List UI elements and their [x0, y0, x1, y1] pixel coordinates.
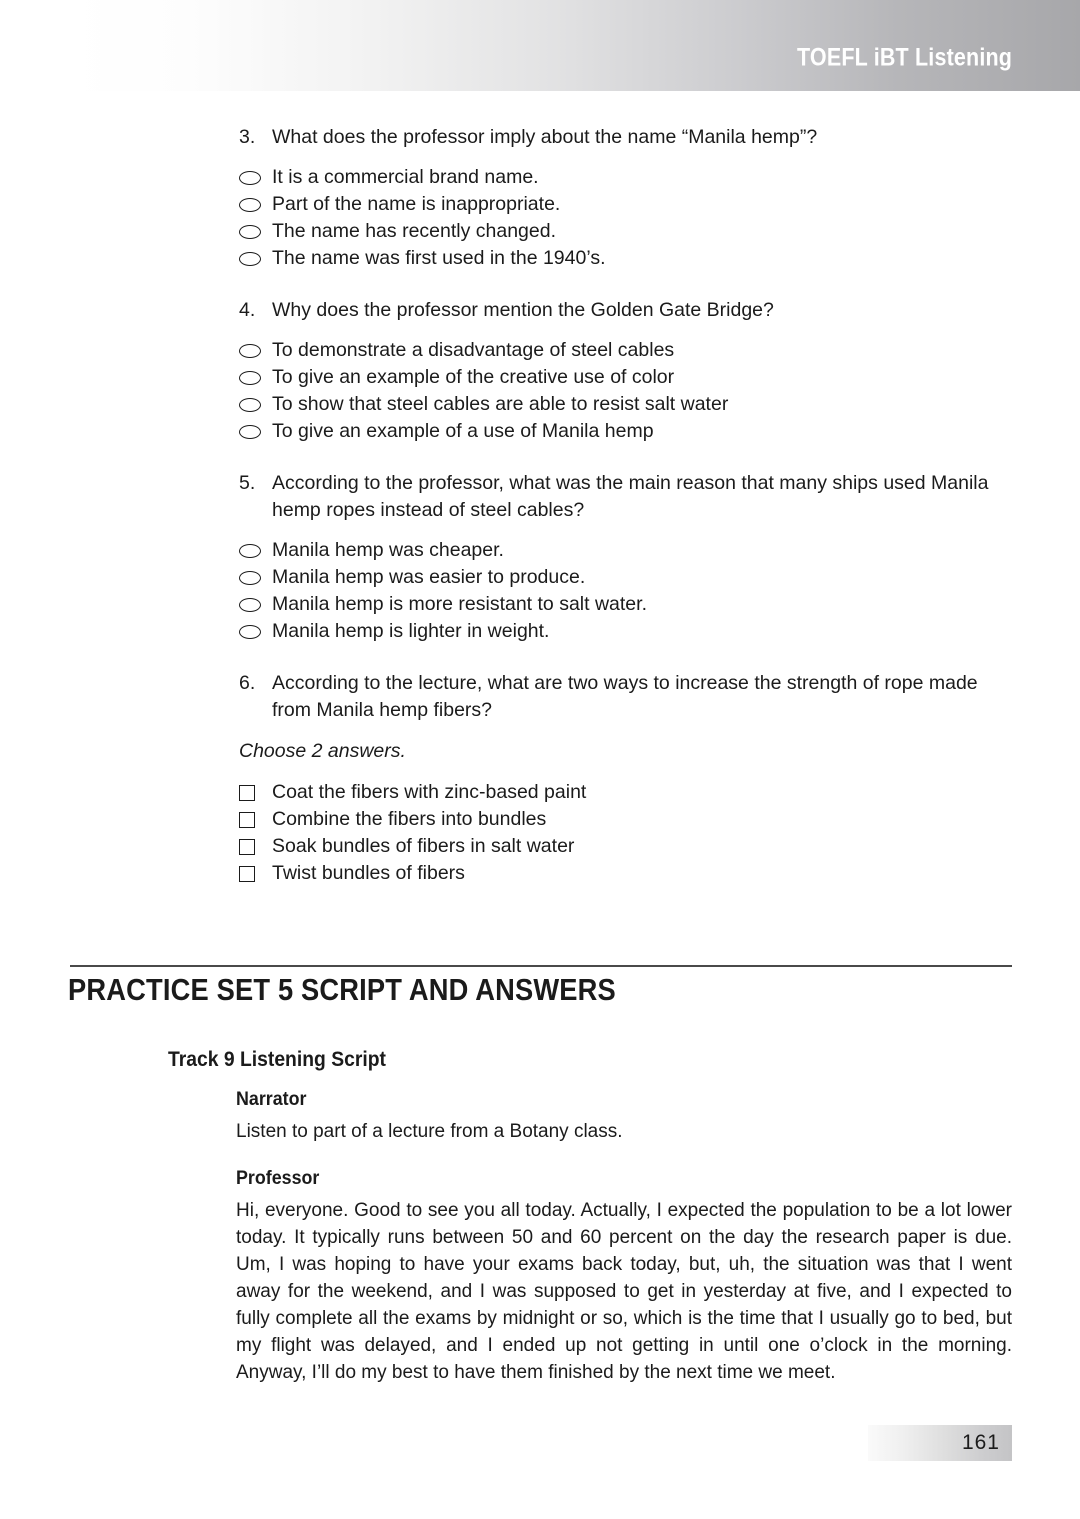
- question-block-4: [239, 297, 1014, 445]
- listening-script: [236, 1088, 1012, 1386]
- answer-option-label: Manila hemp was easier to produce.: [272, 566, 586, 588]
- choose-answers-instruction: Choose 2 answers.: [239, 740, 406, 762]
- radio-oval-icon[interactable]: [239, 418, 272, 445]
- answer-option[interactable]: [239, 364, 1014, 391]
- answer-option-label: Manila hemp is lighter in weight.: [272, 620, 550, 642]
- question-text: According to the lecture, what are two ways to increase the strength of rope made from Manila hemp fibers?: [272, 672, 978, 721]
- answer-option-label: Manila hemp was cheaper.: [272, 539, 504, 561]
- answer-option-label: Combine the fibers into bundles: [272, 808, 547, 830]
- answer-option[interactable]: [239, 537, 1014, 564]
- answer-option[interactable]: [239, 618, 1014, 645]
- checkbox-icon[interactable]: [239, 860, 272, 887]
- section-divider: [70, 965, 1012, 967]
- answer-options: [239, 164, 1014, 272]
- answer-option[interactable]: [239, 337, 1014, 364]
- page-header-band: [70, 0, 1080, 91]
- speaker-label-narrator: Narrator: [236, 1089, 307, 1110]
- radio-oval-icon[interactable]: [239, 164, 272, 191]
- answer-option-label: It is a commercial brand name.: [272, 166, 539, 188]
- answer-option[interactable]: [239, 833, 1014, 860]
- radio-oval-icon[interactable]: [239, 218, 272, 245]
- section-title: PRACTICE SET 5 SCRIPT AND ANSWERS: [68, 972, 616, 1007]
- checkbox-icon[interactable]: [239, 779, 272, 806]
- answer-option-label: To show that steel cables are able to resist salt water: [272, 393, 729, 415]
- question-number: 5.: [239, 472, 256, 494]
- page-header-title: TOEFL iBT Listening: [796, 43, 1012, 72]
- radio-oval-icon[interactable]: [239, 364, 272, 391]
- answer-option-label: The name was first used in the 1940’s.: [272, 247, 606, 269]
- answer-option[interactable]: [239, 806, 1014, 833]
- question-number: 6.: [239, 672, 256, 694]
- question-number: 3.: [239, 126, 256, 148]
- answer-options: [239, 337, 1014, 445]
- answer-option[interactable]: [239, 191, 1014, 218]
- answer-option-label: To demonstrate a disadvantage of steel cables: [272, 339, 675, 361]
- answer-options: [239, 537, 1014, 645]
- page-number: 161: [961, 1431, 1000, 1454]
- answer-option-label: To give an example of a use of Manila hemp: [272, 420, 654, 442]
- radio-oval-icon[interactable]: [239, 391, 272, 418]
- radio-oval-icon[interactable]: [239, 337, 272, 364]
- radio-oval-icon[interactable]: [239, 245, 272, 272]
- answer-option-label: Part of the name is inappropriate.: [272, 193, 561, 215]
- page-footer-band: [868, 1425, 1012, 1461]
- answer-option[interactable]: [239, 564, 1014, 591]
- question-number: 4.: [239, 299, 256, 321]
- script-paragraph-professor: Hi, everyone. Good to see you all today. Actually, I expected the population to be a lot lower today. It typically runs between 50 and 60 percent on the day the research paper is due. Um, I was hoping to have your exams back today, but, uh, the situation was that I went away for the weekend, and I was supposed to get in yesterday at five, and I expected to fully complete all the exams by midnight or so, which is the time that I usually go to bed, but my flight was delayed, and I ended up not getting in until one o’clock in the morning. Anyway, I’ll do my best to have them finished by the next time we meet.: [236, 1200, 1012, 1383]
- script-heading: Track 9 Listening Script: [168, 1048, 386, 1071]
- radio-oval-icon[interactable]: [239, 591, 272, 618]
- question-stem: [239, 297, 1014, 324]
- question-stem: [239, 670, 1014, 724]
- script-paragraph-narrator: Listen to part of a lecture from a Botany class.: [236, 1121, 623, 1142]
- answer-option[interactable]: [239, 418, 1014, 445]
- answer-option[interactable]: [239, 218, 1014, 245]
- checkbox-icon[interactable]: [239, 806, 272, 833]
- answer-option[interactable]: [239, 779, 1014, 806]
- question-block-5: [239, 470, 1014, 645]
- question-block-3: [239, 124, 1014, 272]
- radio-oval-icon[interactable]: [239, 564, 272, 591]
- radio-oval-icon[interactable]: [239, 618, 272, 645]
- answer-option-label: Twist bundles of fibers: [272, 862, 465, 884]
- question-text: According to the professor, what was the main reason that many ships used Manila hemp ropes instead of steel cables?: [272, 472, 989, 521]
- question-stem: [239, 124, 1014, 151]
- answer-option-label: To give an example of the creative use of color: [272, 366, 675, 388]
- answer-options: [239, 779, 1014, 887]
- radio-oval-icon[interactable]: [239, 537, 272, 564]
- question-text: What does the professor imply about the name “Manila hemp”?: [272, 126, 818, 148]
- answer-option[interactable]: [239, 591, 1014, 618]
- answer-option[interactable]: [239, 391, 1014, 418]
- question-block-6: [239, 670, 1014, 887]
- answer-option[interactable]: [239, 860, 1014, 887]
- question-stem: [239, 470, 1014, 524]
- question-text: Why does the professor mention the Golden Gate Bridge?: [272, 299, 774, 321]
- radio-oval-icon[interactable]: [239, 191, 272, 218]
- answer-option[interactable]: [239, 164, 1014, 191]
- answer-option-label: Coat the fibers with zinc-based paint: [272, 781, 587, 803]
- answer-option[interactable]: [239, 245, 1014, 272]
- questions-list: [239, 124, 1014, 887]
- answer-option-label: The name has recently changed.: [272, 220, 557, 242]
- checkbox-icon[interactable]: [239, 833, 272, 860]
- answer-option-label: Manila hemp is more resistant to salt water.: [272, 593, 647, 615]
- speaker-label-professor: Professor: [236, 1168, 320, 1189]
- answer-option-label: Soak bundles of fibers in salt water: [272, 835, 575, 857]
